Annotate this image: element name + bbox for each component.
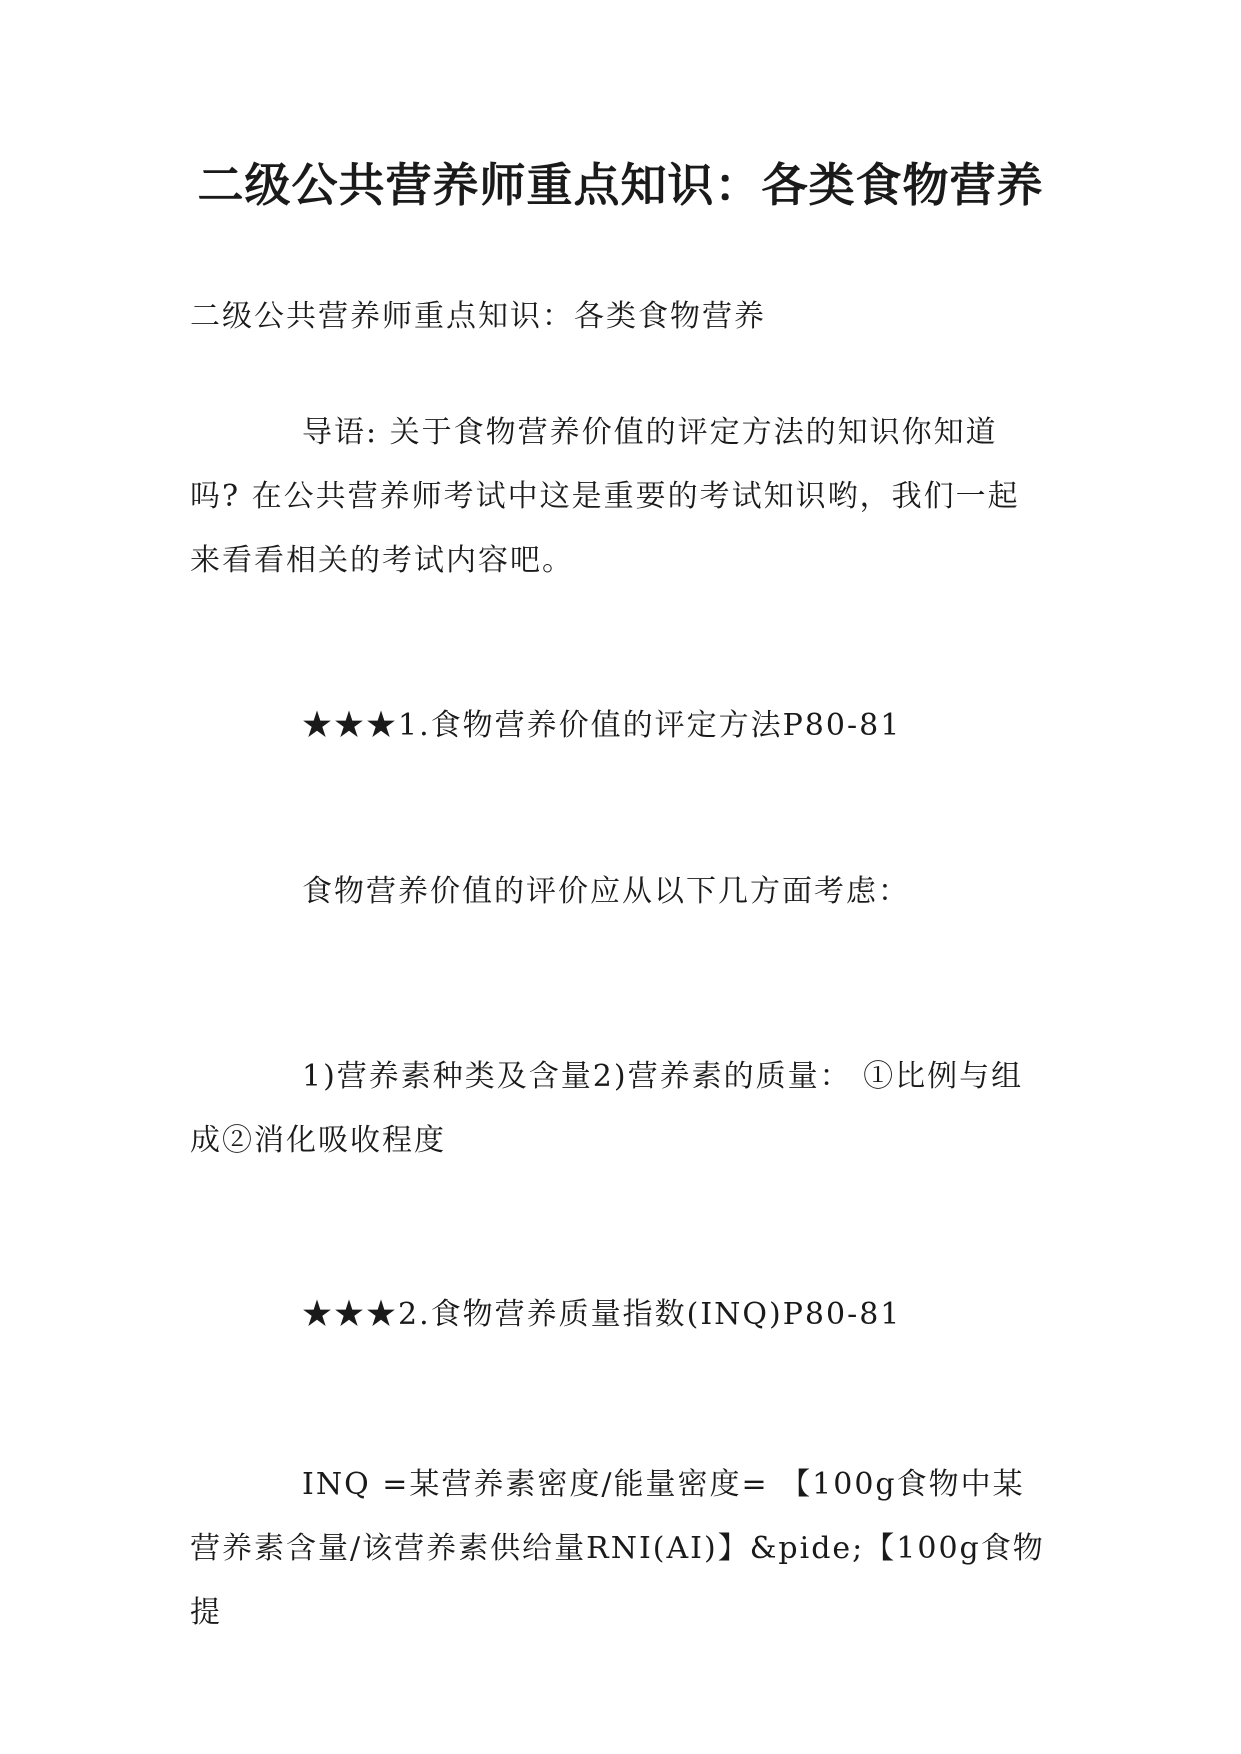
subtitle-paragraph: 二级公共营养师重点知识：各类食物营养 bbox=[190, 299, 766, 334]
section-2-heading: ★★★2.食物营养质量指数(INQ)P80-81 bbox=[302, 1297, 902, 1332]
inq-formula-paragraph: INQ =某营养素密度/能量密度= 【100g食物中某营养素含量/该营养素供给量RNI(AI)】&pide;【100g食物提 bbox=[190, 1467, 1045, 1630]
evaluation-items-paragraph: 1)营养素种类及含量2)营养素的质量： ①比例与组成②消化吸收程度 bbox=[190, 1059, 1024, 1158]
intro-paragraph: 导语: 关于食物营养价值的评定方法的知识你知道吗? 在公共营养师考试中这是重要的考试知识哟，我们一起来看看相关的考试内容吧。 bbox=[190, 415, 1020, 578]
section-1-heading: ★★★1.食物营养价值的评定方法P80-81 bbox=[302, 708, 902, 743]
document-title: 二级公共营养师重点知识：各类食物营养 bbox=[197, 158, 1044, 212]
evaluation-intro-paragraph: 食物营养价值的评价应从以下几方面考虑： bbox=[302, 874, 910, 909]
